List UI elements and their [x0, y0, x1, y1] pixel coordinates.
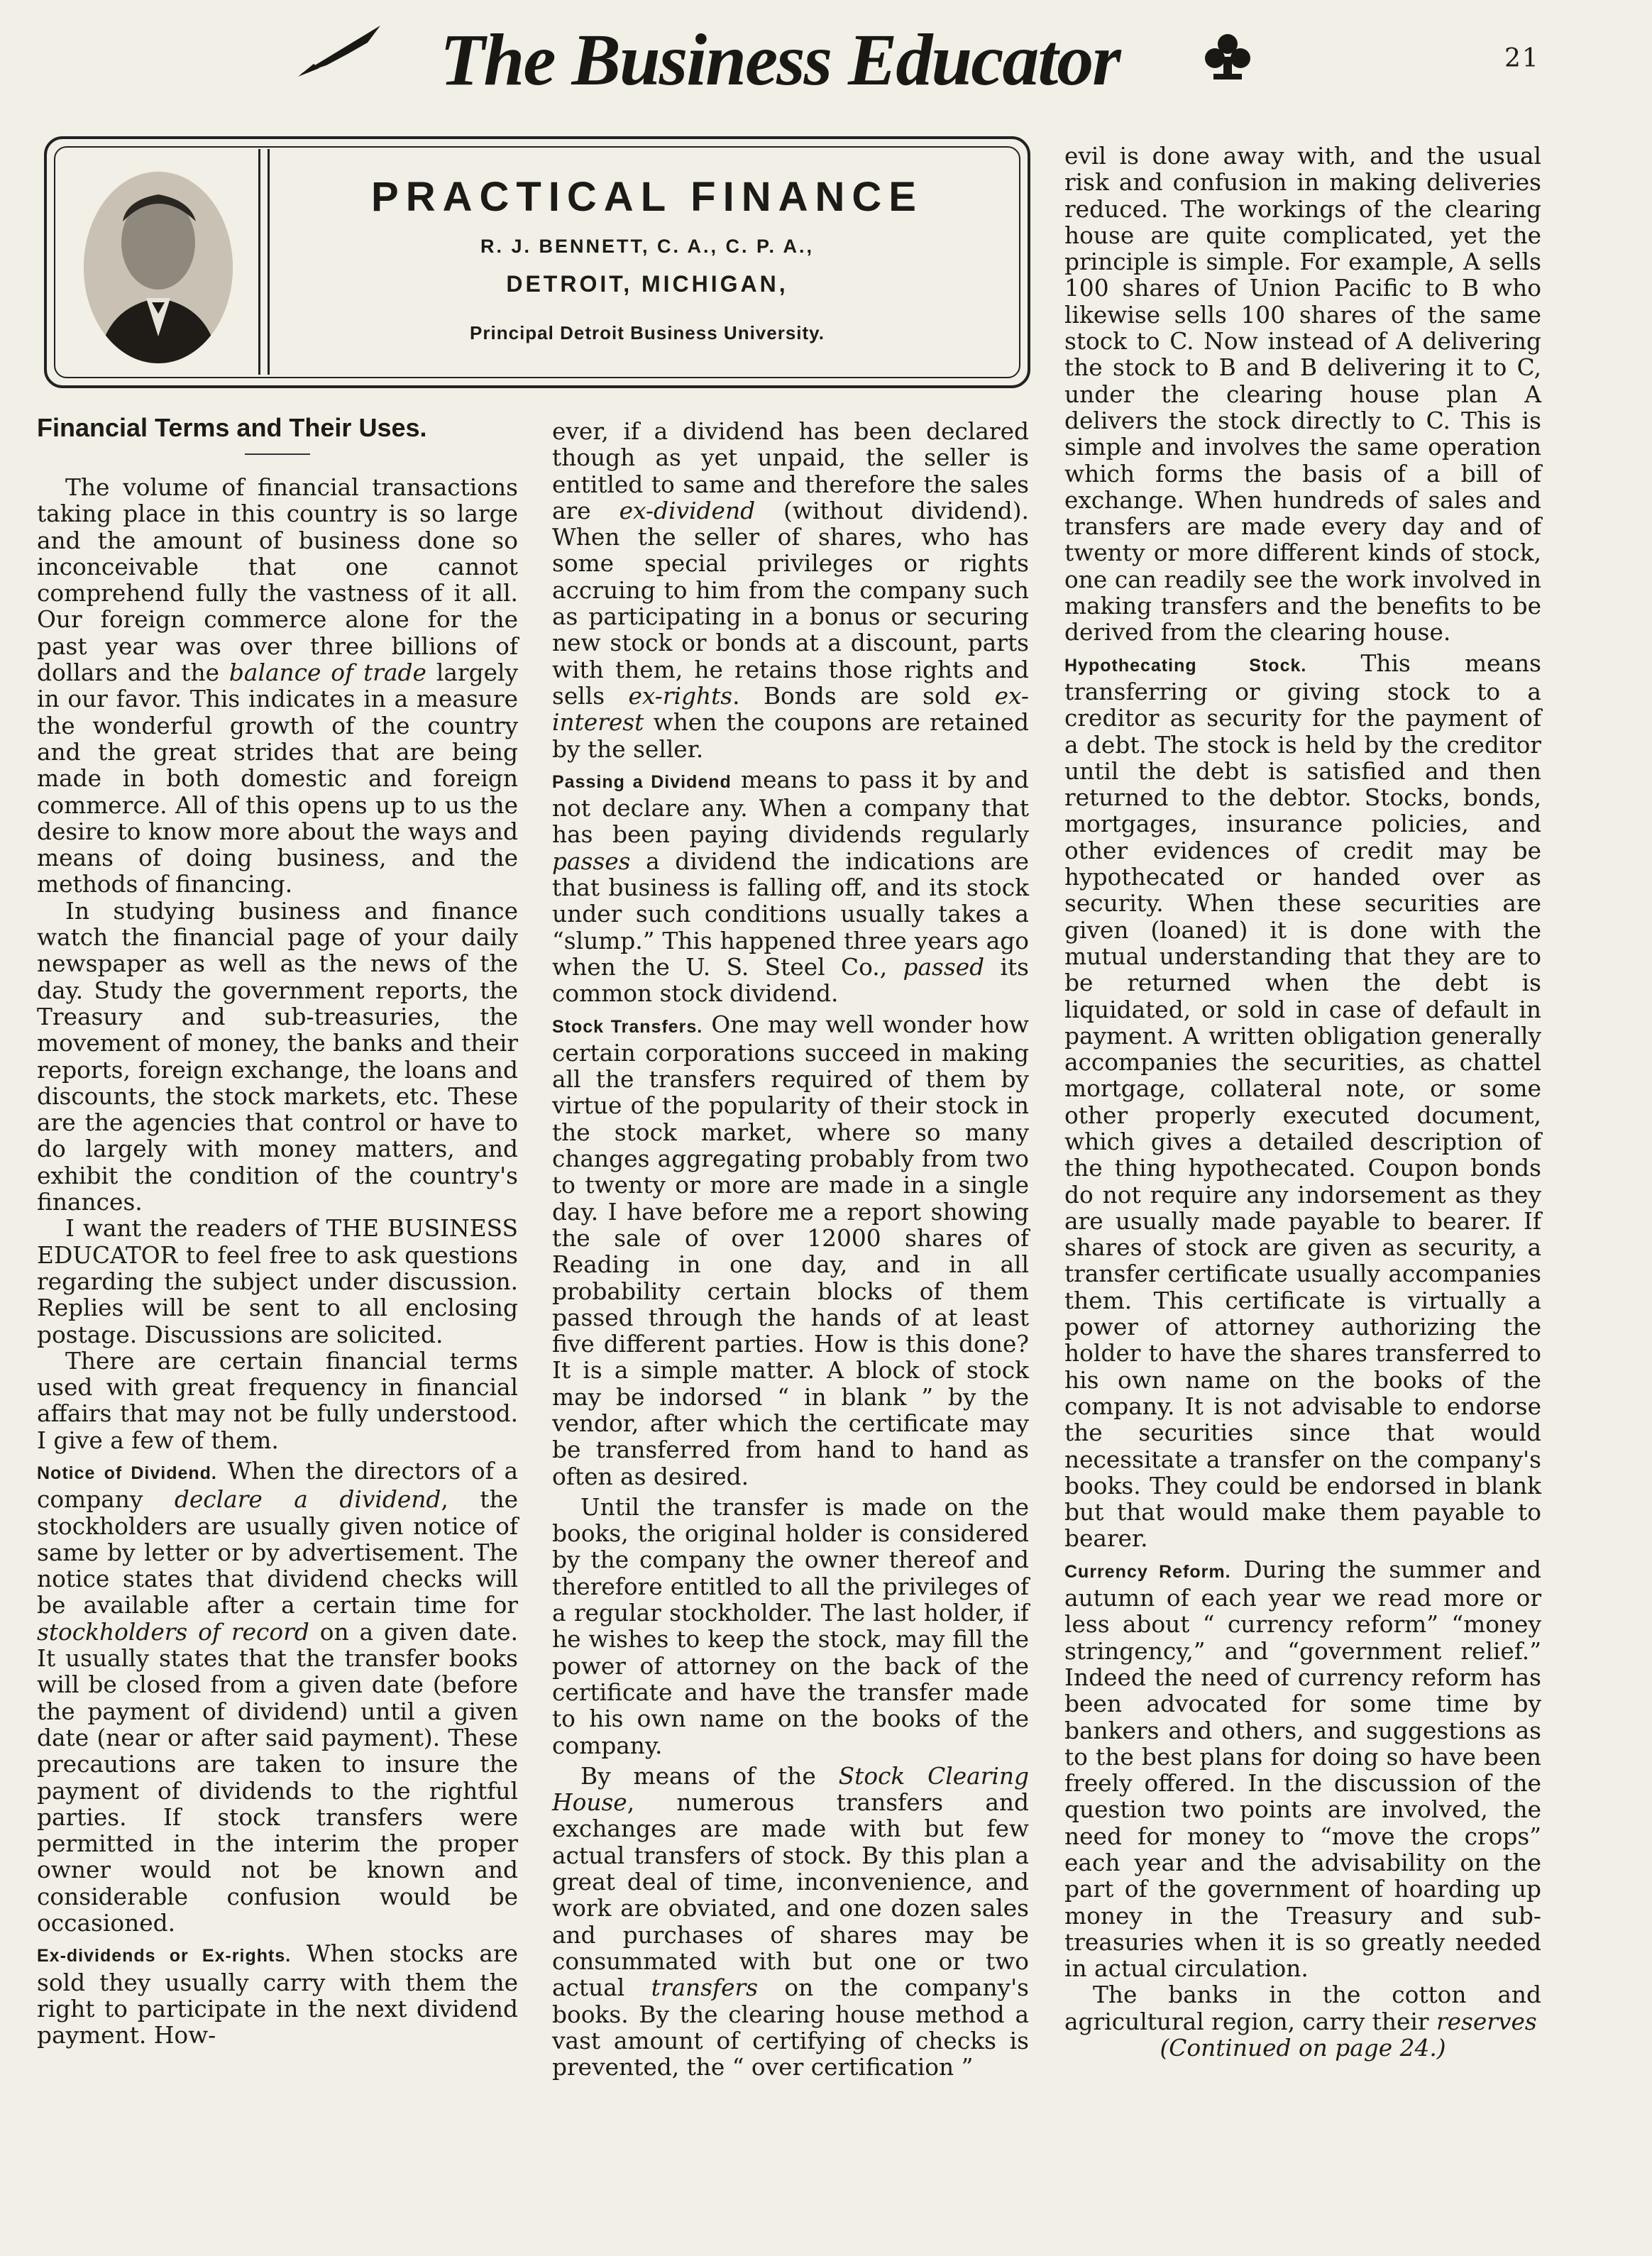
emblem-icon: [1199, 26, 1256, 82]
portrait-figure-icon: [84, 172, 233, 363]
paragraph: There are certain financial terms used with great frequency in financial affairs that may not be fully understood. I give a few of them.: [37, 1347, 518, 1454]
heading-rule: [245, 453, 310, 455]
page-number: 21: [1504, 44, 1540, 73]
author-name: R. J. BENNETT, C. A., C. P. A.,: [480, 236, 815, 257]
article-column-3: [1064, 143, 1541, 2062]
masthead: [0, 0, 1652, 128]
author-position: Principal Detroit Business University.: [470, 322, 825, 343]
article-heading: Financial Terms and Their Uses.: [37, 413, 427, 442]
paragraph: ever, if a dividend has been declared though as yet unpaid, the seller is entitled to same and therefore the sales are ex-dividend (without dividend). When the seller of shares, who has some special privileges or rights accruing to him from the company such as participating in a bonus or securing new stock or bonds at a discount, parts with them, he retains those rights and sells ex-rights. Bonds are sold ex-interest when the coupons are retained by the seller.: [552, 418, 1029, 763]
paragraph: Currency Reform. During the summer and autumn of each year we read more or less about “ currency reform” “money stringency,” and “government relief.” Indeed the need of currency reform has been advocated for some time by bankers and others, and suggestions as to the best plans for doing so have been freely offered. In the discussion of the question two points are involved, the need for money to “move the crops” each year and the advisability on the part of the government of hoarding up money in the Treasury and sub-treasuries when it is so greatly needed in actual circulation.: [1064, 1556, 1541, 1983]
department-header: [44, 136, 1030, 388]
term-heading: Currency Reform.: [1064, 1561, 1231, 1582]
paragraph: Hypothecating Stock. This means transferring or giving stock to a creditor as security for the payment of a debt. The stock is held by the creditor until the debt is satisfied and then returned to the debtor. Stocks, bonds, mortgages, insurance policies, and other evidences of credit may be hypothecated or handed over as security. When these securities are given (loaned) it is done with the mutual understanding that they are to be returned when the debt is liquidated, or sold in case of default in payment. A written obligation generally accompanies the securities, as chattel mortgage, collateral note, or some other properly executed document, which gives a detailed description of the thing hypothecated. Coupon bonds do not require any indorsement as they are usually made payable to bearer. If shares of stock are given as security, a transfer certificate usually accompanies them. This certificate is virtually a power of attorney authorizing the holder to have the shares transferred to his own name on the books of the company. It is not advisable to endorse the securities since that would necessitate a transfer on the company's books. They could be endorsed in blank but that would make them payable to bearer.: [1064, 649, 1542, 1553]
header-divider: [258, 149, 270, 375]
term-heading: Hypothecating Stock.: [1064, 655, 1307, 676]
quill-pen-icon: [298, 21, 383, 78]
paragraph: The volume of financial transactions taking place in this country is so large and the amount of business done so inconceivable that one cannot comprehend fully the vastness of it all. Our foreign commerce alone for the past year was over three billions of dollars and the balance of trade largely in our favor. This indicates in a measure the wonderful growth of the country and the great strides that are being made in both domestic and foreign commerce. All of this opens up to us the desire to know more about the ways and means of doing business, and the methods of financing.: [37, 474, 518, 898]
paragraph: By means of the Stock Clearing House, numerous transfers and exchanges are made with but few actual transfers of stock. By this plan a great deal of time, inconvenience, and work are obviated, and one dozen sales and purchases of shares may be consummated with but one or two actual transfers on the company's books. By the clearing house method a vast amount of certifying of checks is prevented, the “ over certification ”: [552, 1762, 1029, 2081]
masthead-title: The Business Educator: [440, 19, 1120, 101]
article-column-1: [37, 409, 518, 2049]
continued-note: (Continued on page 24.): [1160, 2035, 1446, 2062]
paragraph: Ex-dividends or Ex-rights. When stocks are sold they usually carry with them the right to participate in the next dividend payment. How-: [37, 1940, 519, 2049]
article-column-2: [552, 419, 1029, 2081]
department-title: PRACTICAL FINANCE: [371, 174, 923, 220]
paragraph: Passing a Dividend means to pass it by and not declare any. When a company that has been paying dividends regularly passes a dividend the indications are that business is falling off, and its stock under such conditions usually takes a “slump.” This happened three years ago when the U. S. Steel Co., passed its common stock dividend.: [552, 766, 1029, 1008]
paragraph: Until the transfer is made on the books, the original holder is considered by the company the owner thereof and therefore entitled to all the privileges of a regular stockholder. The last holder, if he wishes to keep the stock, may fill the power of attorney on the back of the certificate and have the transfer made to his own name on the books of the company.: [552, 1493, 1029, 1759]
term-heading: Stock Transfers.: [552, 1016, 703, 1037]
paragraph: Stock Transfers. One may well wonder how certain corporations succeed in making all the transfers required of them by virtue of the popularity of their stock in the stock market, where so many changes aggregating probably from two to twenty or more are made in a single day. I have before me a report showing the sale of over 12000 shares of Reading in one day, and in all probability certain blocks of them passed through the hands of at least five different parties. How is this done? It is a simple matter. A block of stock may be indorsed “ in blank ” by the vendor, after which the certificate may be transferred from hand to hand as often as desired.: [552, 1011, 1029, 1490]
paragraph: evil is done away with, and the usual risk and confusion in making deliveries reduced. The workings of the clearing house are quite complicated, yet the principle is simple. For example, A sells 100 shares of Union Pacific to B who likewise sells 100 shares of the same stock to C. Now instead of A delivering the stock to B and B delivering it to C, under the clearing house plan A delivers the stock directly to C. This is simple and involves the same operation which forms the basis of a bill of exchange. When hundreds of sales and transfers are made every day and of twenty or more different kinds of stock, one can readily see the work involved in making transfers and the benefits to be derived from the clearing house.: [1064, 143, 1541, 646]
paragraph: Notice of Dividend. When the directors of a company declare a dividend, the stockholders are usually given notice of same by letter or by advertisement. The notice states that dividend checks will be available after a certain time for stockholders of record on a given date. It usually states that the transfer books will be closed from a given date (before the payment of dividend) until a given date (near or after said payment). These precautions are taken to insure the payment of dividends to the rightful parties. If stock transfers were permitted in the interim the proper owner would not be known and considerable confusion would be occasioned.: [37, 1457, 519, 1937]
author-portrait: [84, 172, 233, 363]
paragraph: The banks in the cotton and agricultural region, carry their reserves: [1064, 1981, 1541, 2035]
term-heading: Ex-dividends or Ex-rights.: [37, 1946, 292, 1966]
term-heading: Passing a Dividend: [552, 771, 732, 792]
author-location: DETROIT, MICHIGAN,: [506, 271, 788, 297]
term-heading: Notice of Dividend.: [37, 1463, 217, 1483]
paragraph: In studying business and finance watch the financial page of your daily newspaper as well as the news of the day. Study the government reports, the Treasury and sub-treasuries, the movement of money, the banks and their reports, foreign exchange, the loans and discounts, the stock markets, etc. These are the agencies that control or have to do largely with money matters, and exhibit the condition of the country's finances.: [37, 897, 518, 1216]
paragraph: I want the readers of THE BUSINESS EDUCATOR to feel free to ask questions regarding the subject under discussion. Replies will be sent to all enclosing postage. Discussions are solicited.: [37, 1215, 518, 1348]
